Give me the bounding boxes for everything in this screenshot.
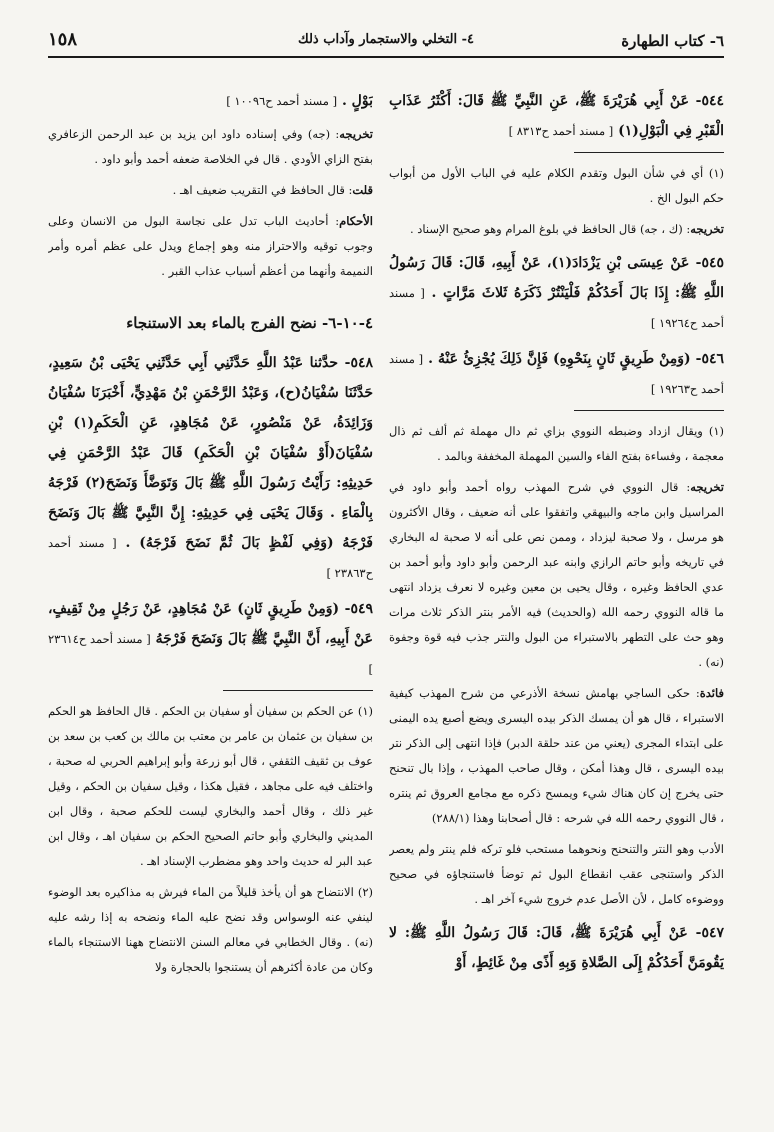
hadith-reference: [ مسند أحمد ح٢٣٨٦٣ ] bbox=[48, 536, 373, 580]
section-running-title: ٤- التخلي والاستجمار وآداب ذلك bbox=[297, 32, 475, 47]
hadith-reference: [ مسند أحمد ح٢٣٦١٤ ] bbox=[48, 632, 373, 676]
page-number: ١٥٨ bbox=[48, 29, 78, 50]
hadith-549: ٥٤٩- (وَمِنْ طَرِيقٍ ثَانٍ) عَنْ مُجَاهِدٍ، عَنْ رَجُلٍ مِنْ ثَقِيفٍ، عَنْ أَبِيهِ، أَنَّ النَّبِيَّ ﷺ بَالَ وَنَضَحَ فَرْجَهُ [ مسند أحمد ح٢٣٦١٤ ] bbox=[48, 601, 373, 676]
section-heading: ٤-١٠-٦- نضح الفرج بالماء بعد الاستنجاء bbox=[126, 314, 373, 332]
faida-paragraph: فائدة: حكى الساجي بهامش نسخة الأذرعي من شرح المهذب كيفية الاستبراء ، قال هو أن يمسك الذكر بيده اليسرى ويضع أصبع يده اليمنى على ابتداء المجرى (يعني من عند حلقة الدبر) فإذا انتهى إلى الذكر نتر بيده اليسرى ، قال وهذا أمكن ، وقال صاحب المهذب ، وإذا بال تنحنح حتى يخرج إن كان هناك شيء ويمسح ذكره مع مجامع العروق ثم ينتره ، قال النووي رحمه الله في شرحه : قال أصحابنا وهذا (٢٨٨/١) bbox=[389, 686, 724, 825]
hadith-545: ٥٤٥- عَنْ عِيسَى بْنِ يَزْدَادَ(١)، عَنْ أَبِيهِ، قَالَ: قَالَ رَسُولُ اللَّهِ ﷺ: إِذَا بَالَ أَحَدُكُمْ فَلْيَنْتُرْ ذَكَرَهُ ثَلاثَ مَرَّاتٍ . [ مسند أحمد ح١٩٢٦٤ ] bbox=[389, 255, 724, 330]
hadith-reference: [ مسند أحمد ح١٩٢٦٤ ] bbox=[389, 286, 724, 330]
footnote: (١) عن الحكم بن سفيان أو سفيان بن الحكم . قال الحافظ هو الحكم بن سفيان بن عثمان بن عامر بن معتب بن مالك بن كعب بن سعد بن عوف بن ثقيف الثقفي ، قال أبو زرعة وأبو إبراهيم الحربي له صحبة ، واختلف فيه على مجاهد ، فقيل هكذا ، وقيل سفيان بن الحكم ، وقيل غير ذلك ، وقال أحمد والبخاري ليست للحكم صحبة ، وقال ابن المديني والبخاري وأبو حاتم الصحيح الحكم بن سفيان اهـ ، وقال ابن عبد البر له حديث واحد وهو مضطرب الإسناد اهـ . bbox=[48, 704, 373, 868]
hadith-reference: [ مسند أحمد ح١٠٠٩٦ ] bbox=[226, 94, 338, 108]
hadith-reference: [ مسند أحمد ح٨٣١٣ ] bbox=[508, 124, 614, 138]
footnote: (١) ويقال ازداد وضبطه النووي بزاي ثم دال مهملة ثم ألف ثم ذال معجمة ، وفساءة بفتح الفاء والسين المهملة المخففة وبالمد . bbox=[389, 424, 724, 463]
hadith-reference: [ مسند أحمد ح١٩٢٦٣ ] bbox=[389, 352, 724, 396]
page-header bbox=[48, 26, 724, 58]
takhrij-paragraph: تخريجه: قال النووي في شرح المهذب رواه أحمد وأبو داود في المراسيل وابن ماجه والبيهقي واتفقوا على أنه ضعيف ، وقال الأكثرون هو مرسل ، ولا صحبة ليزداد ، وممن نص على أنه لا صحبة له البخاري في تاريخه وأبو حاتم الرازي وابنه عبد الرحمن وأبو داود وأبو أحمد بن عدي الحافظ وغيره ، وقال يحيى بن معين وغيره لا نعرف يزداد انتهى ما قاله النووي رحمه الله (والحديث) فيه الأمر بنتر الذكر ثلاث مرات وهو حث على التطهر بالاستبراء من البول والنتر جذب فيه قوة وجفوة (نه) . bbox=[389, 480, 724, 669]
footnote: (١) أي في شأن البول وتقدم الكلام عليه في الباب الأول من أبواب حكم البول الخ . bbox=[389, 166, 724, 205]
footnote-divider bbox=[574, 410, 724, 411]
hadith-547-continued: بَوْلٍ . [ مسند أحمد ح١٠٠٩٦ ] bbox=[226, 93, 373, 109]
takhrij-paragraph: تخريجه: (جه) وفي إسناده داود ابن يزيد بن عبد الرحمن الزعافري بفتح الزاي الأودي . قال في الخلاصة ضعفه أحمد وأبو داود . bbox=[48, 127, 373, 166]
right-column bbox=[389, 86, 724, 1092]
adab-paragraph: الأدب وهو النتر والتنحنح ونحوهما مستحب فلو تركه فلم ينتر ولم يعصر الذكر واستنجى عقب انقطاع البول ثم توضأ فاستنجاؤه في صحيح ووضوءه كامل ، لأن الأصل عدم خروج شيء آخر اهـ . bbox=[389, 842, 724, 906]
hadith-546: ٥٤٦- (وَمِنْ طَرِيقٍ ثَانٍ بِنَحْوِهِ) فَإِنَّ ذَلِكَ يُجْزِئُ عَنْهُ . [ مسند أحمد ح١٩٢٦٣ ] bbox=[389, 351, 724, 396]
takhrij-paragraph: تخريجه: (ك ، جه) قال الحافظ في بلوغ المرام وهو صحيح الإسناد . bbox=[409, 222, 724, 236]
ahkam-paragraph: الأحكام: أحاديث الباب تدل على نجاسة البول من الانسان وعلى وجوب توقيه والاحتراز منه وهو إجماع ويدل على عظم أمره وأمر النميمة وأنهما من أعظم أسباب عذاب القبر . bbox=[48, 214, 373, 278]
footnote-divider bbox=[574, 152, 724, 153]
hadith-547: ٥٤٧- عَنْ أَبِي هُرَيْرَةَ ﷺ، قَالَ: قَالَ رَسُولُ اللَّهِ ﷺ: لا يَقُومَنَّ أَحَدُكُمْ إِلَى الصَّلاةِ وَبِهِ أَذًى مِنْ غَائِطٍ، أَوْ bbox=[389, 925, 724, 971]
footnote: (٢) الانتضاح هو أن يأخذ قليلاً من الماء فيرش به مذاكيره بعد الوضوء لينفي عنه الوسواس وقد نضح عليه الماء ونضحه به إذا رشه عليه (نه) . وقال الخطابي في معالم السنن الانتضاح ههنا الاستنجاء بالماء وكان من عادة أكثرهم أن يستنجوا بالحجارة ولا bbox=[48, 885, 373, 974]
left-column bbox=[48, 86, 373, 1092]
chapter-title: ٦- كتاب الطهارة bbox=[621, 32, 724, 50]
footnote-divider bbox=[223, 690, 373, 691]
hadith-548: ٥٤٨- حدَّثنا عَبْدُ اللَّهِ حَدَّثَنِي أَبِي حَدَّثَنِي يَحْيَى بْنُ سَعِيدٍ، حَدَّثَنَا سُفْيَانُ(ح)، وَعَبْدُ الرَّحْمَنِ بْنُ مَهْدِيٍّ، أَخْبَرَنَا سُفْيَانُ وَزَائِدَةُ، عَنْ مَنْصُورٍ، عَنْ مُجَاهِدٍ، عَنِ الْحَكَمِ(١) بْنِ سُفْيَانَ(أَوْ سُفْيَانَ بْنِ الْحَكَمِ) قَالَ عَبْدُ الرَّحْمَنِ فِي حَدِيثِهِ: رَأَيْتُ رَسُولَ اللَّهِ ﷺ بَالَ وَتَوَضَّأَ وَنَضَحَ(٢) فَرْجَهُ بِالْمَاءِ . وَقَالَ يَحْيَى فِي حَدِيثِهِ: إِنَّ النَّبِيَّ ﷺ بَالَ وَنَضَحَ فَرْجَهُ (وَفِي لَفْظٍ بَالَ ثُمَّ نَضَحَ فَرْجَهُ) . [ مسند أحمد ح٢٣٨٦٣ ] bbox=[48, 355, 373, 580]
qult-paragraph: قلت: قال الحافظ في التقريب ضعيف اهـ . bbox=[172, 183, 373, 197]
hadith-544: ٥٤٤- عَنْ أَبِي هُرَيْرَةَ ﷺ، عَنِ النَّبِيِّ ﷺ قَالَ: أَكْثَرُ عَذَابِ الْقَبْرِ فِي الْبَوْلِ(١) [ مسند أحمد ح٨٣١٣ ] bbox=[389, 93, 724, 139]
